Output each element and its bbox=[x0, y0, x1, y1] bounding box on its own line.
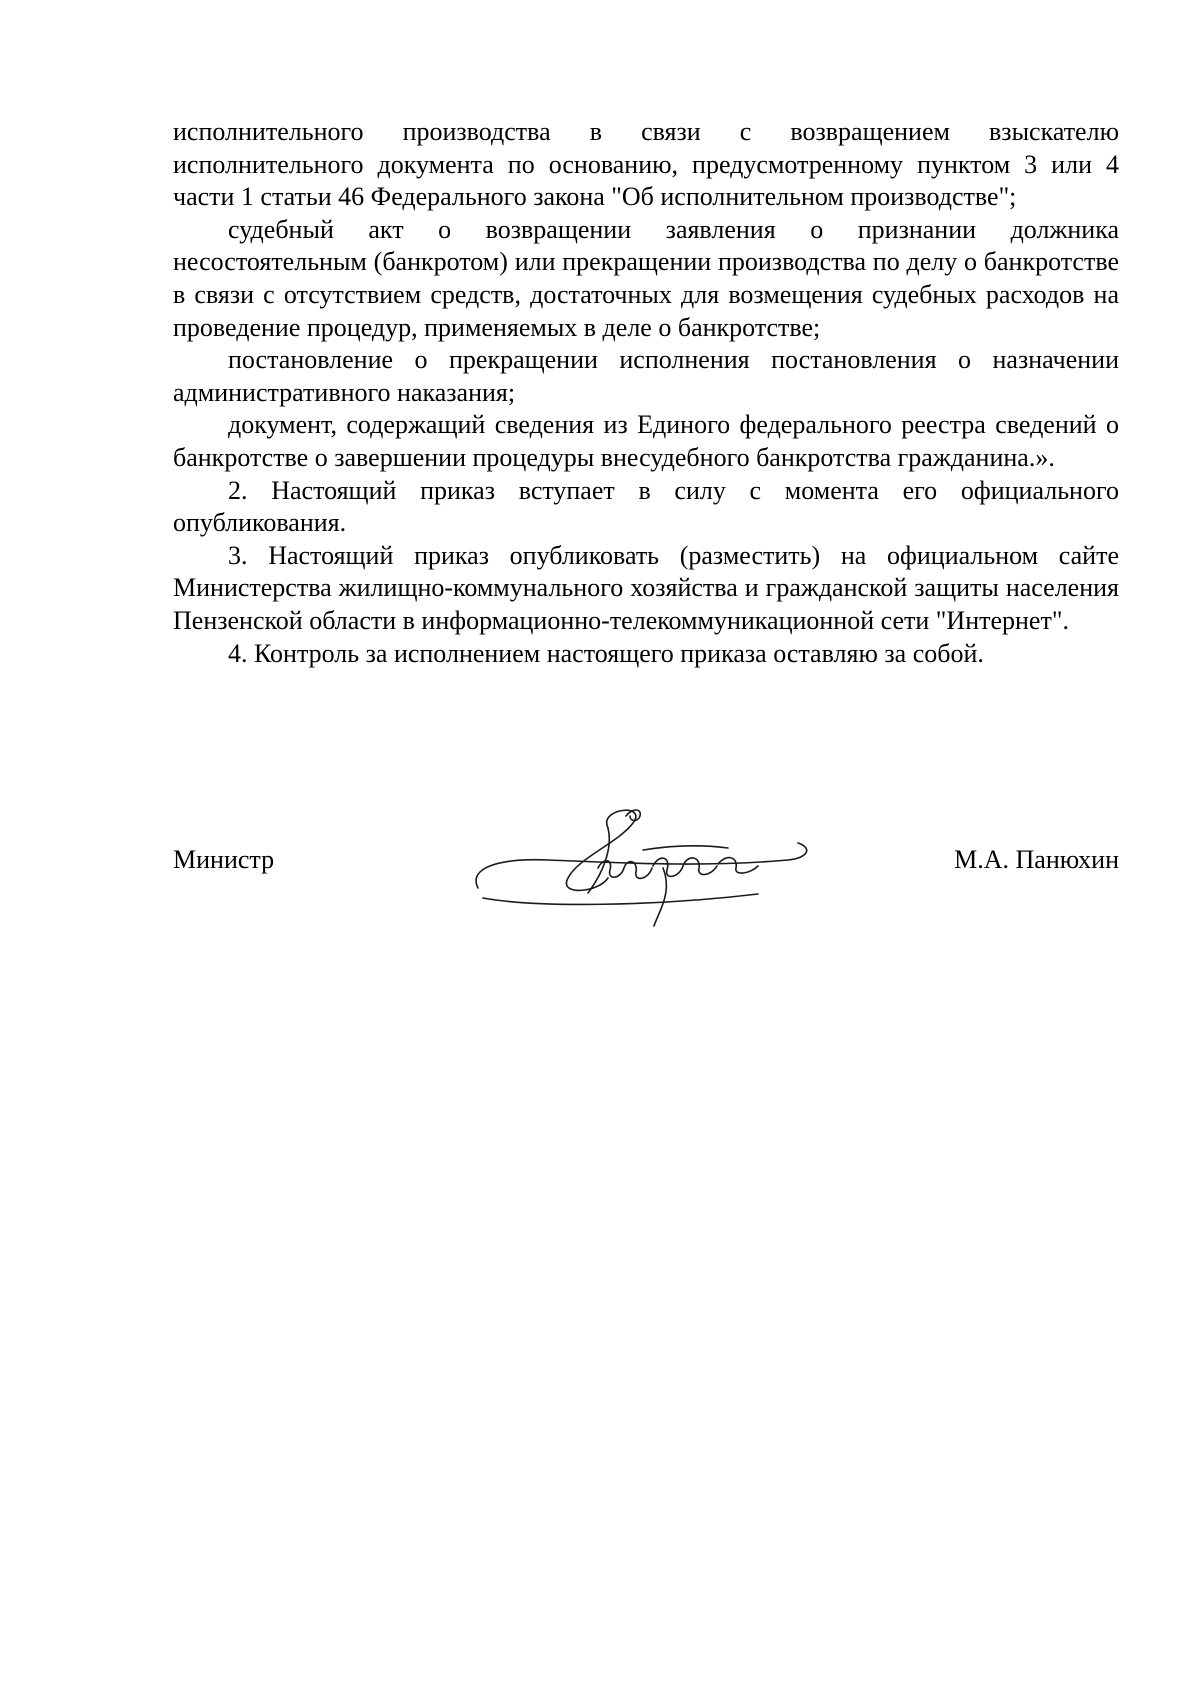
handwritten-signature bbox=[458, 798, 818, 928]
paragraph-continuation: исполнительного производства в связи с возвращением взыскателю исполнительного документа по основанию, предусмотренному пунктом 3 или 4 части 1 статьи 46 Федерального закона "Об исполнительном производстве"; bbox=[173, 117, 1119, 212]
signer-name: М.А. Панюхин bbox=[954, 845, 1119, 874]
signature-block bbox=[173, 820, 1119, 940]
paragraph-federal-registry-document: документ, содержащий сведения из Единого федерального реестра сведений о банкротстве о завершении процедуры внесудебного банкротства гражданина.». bbox=[173, 410, 1119, 472]
paragraph-bankruptcy-court-act: судебный акт о возвращении заявления о признании должника несостоятельным (банкротом) или прекращении производства по делу о банкротстве в связи с отсутствием средств, достаточных для возмещения судебных расходов на проведение процедур, применяемых в деле о банкротстве; bbox=[173, 214, 1119, 342]
paragraph-effective-date: 2. Настоящий приказ вступает в силу с момента его официального опубликования. bbox=[173, 475, 1119, 538]
signer-position: Министр bbox=[173, 845, 275, 874]
paragraph-termination-resolution: постановление о прекращении исполнения постановления о назначении административного наказания; bbox=[173, 345, 1119, 407]
document-body bbox=[173, 116, 1119, 670]
paragraph-control: 4. Контроль за исполнением настоящего приказа оставляю за собой. bbox=[228, 638, 984, 668]
paragraph-publication: 3. Настоящий приказ опубликовать (разместить) на официальном сайте Министерства жилищно-коммунального хозяйства и гражданской защиты населения Пензенской области в информационно-телекоммуникационной сети "Интернет". bbox=[173, 540, 1119, 635]
